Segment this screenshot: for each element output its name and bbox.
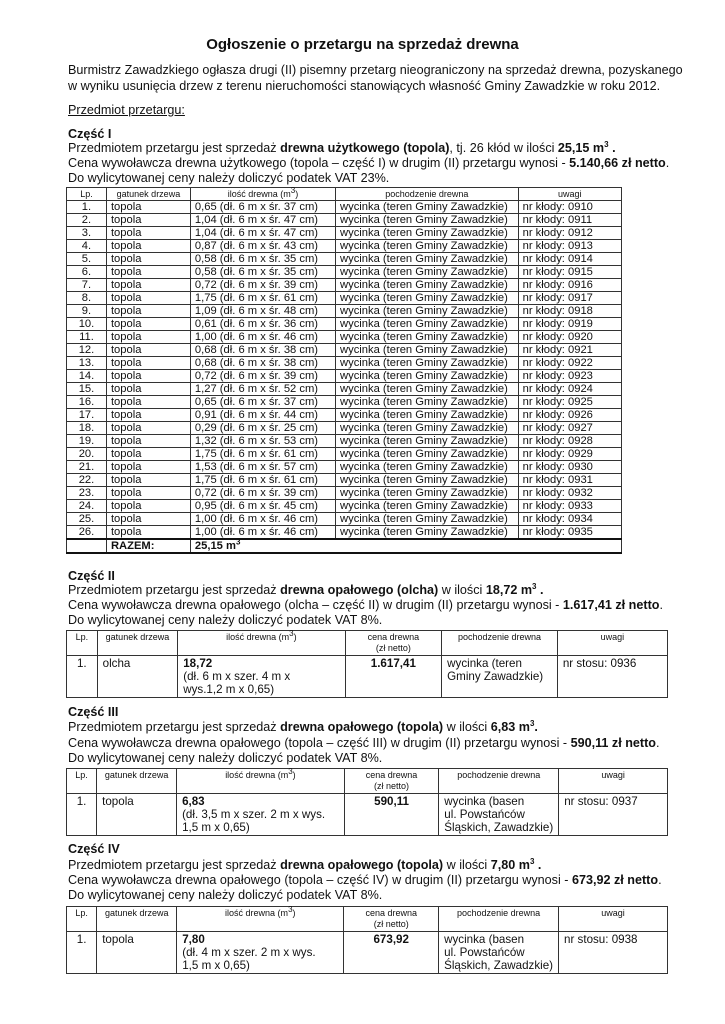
- row-lp: 3.: [67, 227, 107, 240]
- row-species: topola: [106, 201, 190, 214]
- part2-heading: Część II: [68, 569, 115, 583]
- row-price: 590,11: [344, 794, 439, 836]
- table-row: [67, 201, 622, 214]
- row-lp: 7.: [67, 279, 107, 292]
- row-species: topola: [106, 448, 190, 461]
- row-species: topola: [106, 526, 190, 540]
- row-origin: wycinka (teren Gminy Zawadzkie): [442, 656, 558, 698]
- row-lp: 20.: [67, 448, 107, 461]
- part3-heading: Część III: [68, 705, 119, 719]
- row-qty: 0,72 (dł. 6 m x śr. 39 cm): [190, 487, 335, 500]
- row-lp: 8.: [67, 292, 107, 305]
- row-lp: 19.: [67, 435, 107, 448]
- table-row: [67, 240, 622, 253]
- row-origin: wycinka (teren Gminy Zawadzkie): [336, 201, 519, 214]
- table-row: [67, 474, 622, 487]
- row-lp: 1.: [67, 932, 97, 974]
- table-row: [67, 513, 622, 526]
- row-notes: nr kłody: 0934: [518, 513, 621, 526]
- row-notes: nr kłody: 0920: [518, 331, 621, 344]
- row-species: topola: [97, 932, 177, 974]
- table-row: [67, 461, 622, 474]
- row-qty: 1,04 (dł. 6 m x śr. 47 cm): [190, 214, 335, 227]
- row-qty: 18,72 (dł. 6 m x szer. 4 m x wys.1,2 m x 0,65): [178, 656, 345, 698]
- subject-heading: Przedmiot przetargu:: [68, 103, 185, 117]
- row-species: topola: [106, 500, 190, 513]
- row-lp: 26.: [67, 526, 107, 540]
- row-species: topola: [106, 383, 190, 396]
- row-lp: 24.: [67, 500, 107, 513]
- row-qty: 0,68 (dł. 6 m x śr. 38 cm): [190, 357, 335, 370]
- part1-heading: Część I: [68, 127, 112, 141]
- row-qty: 1,75 (dł. 6 m x śr. 61 cm): [190, 292, 335, 305]
- row-lp: 17.: [67, 409, 107, 422]
- row-notes: nr kłody: 0925: [518, 396, 621, 409]
- row-origin: wycinka (basen ul. Powstańców Śląskich, Zawadzkie): [439, 794, 559, 836]
- part2-line2: Cena wywoławcza drewna opałowego (olcha – część II) w drugim (II) przetargu wynosi - 1.617,41 zł netto.: [68, 598, 663, 612]
- header-price: cena drewna (zł netto): [345, 631, 442, 656]
- row-lp: 16.: [67, 396, 107, 409]
- header-origin: pochodzenie drewna: [439, 907, 559, 932]
- row-notes: nr stosu: 0938: [559, 932, 668, 974]
- table-header-row: [67, 631, 668, 656]
- row-qty: 0,58 (dł. 6 m x śr. 35 cm): [190, 266, 335, 279]
- table-row: [67, 656, 668, 698]
- table-row: [67, 526, 622, 540]
- row-notes: nr kłody: 0922: [518, 357, 621, 370]
- row-qty: 1,00 (dł. 6 m x śr. 46 cm): [190, 331, 335, 344]
- part3-table: [66, 768, 668, 836]
- row-notes: nr kłody: 0935: [518, 526, 621, 540]
- part1-line1: Przedmiotem przetargu jest sprzedaż drewna użytkowego (topola), tj. 26 kłód w ilości 25,15 $m^3$ .: [68, 139, 616, 155]
- row-qty: 0,29 (dł. 6 m x śr. 25 cm): [190, 422, 335, 435]
- table-row: [67, 500, 622, 513]
- table-header-row: [67, 188, 622, 201]
- row-species: topola: [106, 318, 190, 331]
- row-qty: 1,27 (dł. 6 m x śr. 52 cm): [190, 383, 335, 396]
- row-qty: 0,72 (dł. 6 m x śr. 39 cm): [190, 279, 335, 292]
- row-notes: nr stosu: 0937: [559, 794, 668, 836]
- header-notes: uwagi: [559, 769, 668, 794]
- row-qty: 1,04 (dł. 6 m x śr. 47 cm): [190, 227, 335, 240]
- header-qty: ilość drewna $(m^3)$: [177, 769, 345, 794]
- part1-line3: Do wylicytowanej ceny należy doliczyć podatek VAT 23%.: [68, 171, 390, 185]
- row-lp: 9.: [67, 305, 107, 318]
- row-qty: 1,09 (dł. 6 m x śr. 48 cm): [190, 305, 335, 318]
- row-notes: nr kłody: 0928: [518, 435, 621, 448]
- part3-line3: Do wylicytowanej ceny należy doliczyć podatek VAT 8%.: [68, 751, 383, 765]
- row-lp: 4.: [67, 240, 107, 253]
- table-row: [67, 318, 622, 331]
- row-lp: 21.: [67, 461, 107, 474]
- row-origin: wycinka (teren Gminy Zawadzkie): [336, 448, 519, 461]
- header-notes: uwagi: [518, 188, 621, 201]
- row-notes: nr kłody: 0931: [518, 474, 621, 487]
- row-species: topola: [106, 305, 190, 318]
- row-notes: nr kłody: 0932: [518, 487, 621, 500]
- row-origin: wycinka (teren Gminy Zawadzkie): [336, 435, 519, 448]
- row-notes: nr kłody: 0918: [518, 305, 621, 318]
- part3-line1: Przedmiotem przetargu jest sprzedaż drewna opałowego (topola) w ilości 6,83 $m^3$.: [68, 718, 538, 734]
- intro-line-2: w wyniku usunięcia drzew z terenu nieruchomości stanowiących własność Gminy Zawadzkie w roku 2012.: [68, 79, 661, 93]
- row-species: topola: [106, 344, 190, 357]
- total-label: RAZEM:: [106, 539, 190, 553]
- row-origin: wycinka (teren Gminy Zawadzkie): [336, 513, 519, 526]
- total-value: 25,15 $m^3$: [190, 539, 621, 553]
- row-origin: wycinka (teren Gminy Zawadzkie): [336, 370, 519, 383]
- row-lp: 1.: [67, 656, 98, 698]
- part4-heading: Część IV: [68, 842, 120, 856]
- row-notes: nr kłody: 0923: [518, 370, 621, 383]
- table-row: [67, 396, 622, 409]
- row-species: topola: [106, 240, 190, 253]
- row-qty: 1,53 (dł. 6 m x śr. 57 cm): [190, 461, 335, 474]
- table-row: [67, 409, 622, 422]
- row-origin: wycinka (teren Gminy Zawadzkie): [336, 305, 519, 318]
- table-row: [67, 253, 622, 266]
- total-row: [67, 539, 622, 553]
- table-row: [67, 370, 622, 383]
- row-species: topola: [106, 279, 190, 292]
- row-qty: 6,83 (dł. 3,5 m x szer. 2 m x wys. 1,5 m x 0,65): [177, 794, 345, 836]
- row-origin: wycinka (teren Gminy Zawadzkie): [336, 526, 519, 540]
- row-origin: wycinka (teren Gminy Zawadzkie): [336, 383, 519, 396]
- header-qty: ilość drewna $(m^3)$: [178, 631, 345, 656]
- part3-line2: Cena wywoławcza drewna opałowego (topola – część III) w drugim (II) przetargu wynosi - 590,11 zł netto.: [68, 736, 660, 750]
- row-lp: 12.: [67, 344, 107, 357]
- row-notes: nr kłody: 0926: [518, 409, 621, 422]
- row-notes: nr stosu: 0936: [557, 656, 667, 698]
- row-qty: 0,65 (dł. 6 m x śr. 37 cm): [190, 396, 335, 409]
- table-row: [67, 292, 622, 305]
- row-price: 673,92: [344, 932, 439, 974]
- table-row: [67, 214, 622, 227]
- row-origin: wycinka (teren Gminy Zawadzkie): [336, 331, 519, 344]
- row-origin: wycinka (teren Gminy Zawadzkie): [336, 409, 519, 422]
- table-row: [67, 422, 622, 435]
- row-origin: wycinka (teren Gminy Zawadzkie): [336, 266, 519, 279]
- row-origin: wycinka (teren Gminy Zawadzkie): [336, 396, 519, 409]
- row-lp: 11.: [67, 331, 107, 344]
- row-lp: 5.: [67, 253, 107, 266]
- row-species: topola: [106, 487, 190, 500]
- part2-table: [66, 630, 668, 698]
- part4-line3: Do wylicytowanej ceny należy doliczyć podatek VAT 8%.: [68, 888, 383, 902]
- row-species: topola: [106, 422, 190, 435]
- row-lp: 1.: [67, 794, 97, 836]
- row-notes: nr kłody: 0929: [518, 448, 621, 461]
- row-qty: 0,58 (dł. 6 m x śr. 35 cm): [190, 253, 335, 266]
- table-row: [67, 305, 622, 318]
- row-notes: nr kłody: 0916: [518, 279, 621, 292]
- row-origin: wycinka (teren Gminy Zawadzkie): [336, 487, 519, 500]
- row-species: topola: [106, 409, 190, 422]
- row-species: olcha: [97, 656, 178, 698]
- table-header-row: [67, 907, 668, 932]
- row-notes: nr kłody: 0915: [518, 266, 621, 279]
- header-price: cena drewna (zł netto): [344, 769, 439, 794]
- row-lp: 23.: [67, 487, 107, 500]
- row-qty: 0,68 (dł. 6 m x śr. 38 cm): [190, 344, 335, 357]
- table-row: [67, 266, 622, 279]
- row-lp: 18.: [67, 422, 107, 435]
- table-row: [67, 932, 668, 974]
- header-lp: Lp.: [67, 907, 97, 932]
- row-species: topola: [97, 794, 177, 836]
- row-species: topola: [106, 435, 190, 448]
- header-qty: ilość drewna $(m^3)$: [177, 907, 344, 932]
- row-lp: 1.: [67, 201, 107, 214]
- row-origin: wycinka (teren Gminy Zawadzkie): [336, 422, 519, 435]
- header-notes: uwagi: [557, 631, 667, 656]
- row-origin: wycinka (teren Gminy Zawadzkie): [336, 279, 519, 292]
- row-lp: 6.: [67, 266, 107, 279]
- row-notes: nr kłody: 0927: [518, 422, 621, 435]
- row-qty: 0,91 (dł. 6 m x śr. 44 cm): [190, 409, 335, 422]
- header-species: gatunek drzewa: [97, 769, 177, 794]
- header-species: gatunek drzewa: [106, 188, 190, 201]
- row-notes: nr kłody: 0914: [518, 253, 621, 266]
- table-row: [67, 357, 622, 370]
- table-header-row: [67, 769, 668, 794]
- row-lp: 13.: [67, 357, 107, 370]
- table-row: [67, 448, 622, 461]
- row-species: topola: [106, 227, 190, 240]
- row-origin: wycinka (teren Gminy Zawadzkie): [336, 474, 519, 487]
- row-origin: wycinka (teren Gminy Zawadzkie): [336, 461, 519, 474]
- header-lp: Lp.: [67, 769, 97, 794]
- row-qty: 1,32 (dł. 6 m x śr. 53 cm): [190, 435, 335, 448]
- table-row: [67, 487, 622, 500]
- table-row: [67, 435, 622, 448]
- row-price: 1.617,41: [345, 656, 442, 698]
- row-notes: nr kłody: 0921: [518, 344, 621, 357]
- row-origin: wycinka (teren Gminy Zawadzkie): [336, 292, 519, 305]
- row-species: topola: [106, 331, 190, 344]
- header-origin: pochodzenie drewna: [336, 188, 519, 201]
- row-lp: 14.: [67, 370, 107, 383]
- row-lp: 22.: [67, 474, 107, 487]
- row-origin: wycinka (teren Gminy Zawadzkie): [336, 357, 519, 370]
- header-species: gatunek drzewa: [97, 907, 177, 932]
- table-row: [67, 279, 622, 292]
- table-row: [67, 227, 622, 240]
- part1-line2: Cena wywoławcza drewna użytkowego (topola – część I) w drugim (II) przetargu wynosi - 5.140,66 zł netto.: [68, 156, 670, 170]
- row-lp: 10.: [67, 318, 107, 331]
- part4-line2: Cena wywoławcza drewna opałowego (topola – część IV) w drugim (II) przetargu wynosi - 673,92 zł netto.: [68, 873, 662, 887]
- intro-line-1: Burmistrz Zawadzkiego ogłasza drugi (II) pisemny przetarg nieograniczony na sprzedaż drewna, pozyskanego: [68, 63, 683, 77]
- part2-line3: Do wylicytowanej ceny należy doliczyć podatek VAT 8%.: [68, 613, 383, 627]
- row-lp: 15.: [67, 383, 107, 396]
- row-qty: 1,75 (dł. 6 m x śr. 61 cm): [190, 448, 335, 461]
- row-qty: 7,80 (dł. 4 m x szer. 2 m x wys. 1,5 m x 0,65): [177, 932, 344, 974]
- header-lp: Lp.: [67, 188, 107, 201]
- header-species: gatunek drzewa: [97, 631, 178, 656]
- table-row: [67, 383, 622, 396]
- row-lp: 2.: [67, 214, 107, 227]
- header-origin: pochodzenie drewna: [439, 769, 559, 794]
- table-row: [67, 331, 622, 344]
- header-price: cena drewna (zł netto): [344, 907, 439, 932]
- row-qty: 1,00 (dł. 6 m x śr. 46 cm): [190, 526, 335, 540]
- page-title: Ogłoszenie o przetargu na sprzedaż drewna: [206, 36, 519, 53]
- header-lp: Lp.: [67, 631, 98, 656]
- row-notes: nr kłody: 0911: [518, 214, 621, 227]
- row-qty: 0,61 (dł. 6 m x śr. 36 cm): [190, 318, 335, 331]
- row-origin: wycinka (teren Gminy Zawadzkie): [336, 227, 519, 240]
- row-notes: nr kłody: 0913: [518, 240, 621, 253]
- row-origin: wycinka (teren Gminy Zawadzkie): [336, 344, 519, 357]
- header-origin: pochodzenie drewna: [442, 631, 558, 656]
- row-species: topola: [106, 513, 190, 526]
- row-species: topola: [106, 253, 190, 266]
- row-species: topola: [106, 266, 190, 279]
- row-species: topola: [106, 292, 190, 305]
- row-notes: nr kłody: 0919: [518, 318, 621, 331]
- row-notes: nr kłody: 0917: [518, 292, 621, 305]
- row-origin: wycinka (teren Gminy Zawadzkie): [336, 253, 519, 266]
- row-notes: nr kłody: 0930: [518, 461, 621, 474]
- row-notes: nr kłody: 0924: [518, 383, 621, 396]
- row-lp: 25.: [67, 513, 107, 526]
- row-origin: wycinka (teren Gminy Zawadzkie): [336, 240, 519, 253]
- row-notes: nr kłody: 0910: [518, 201, 621, 214]
- row-species: topola: [106, 474, 190, 487]
- row-origin: wycinka (teren Gminy Zawadzkie): [336, 318, 519, 331]
- table-row: [67, 344, 622, 357]
- row-species: topola: [106, 370, 190, 383]
- row-species: topola: [106, 214, 190, 227]
- row-notes: nr kłody: 0912: [518, 227, 621, 240]
- header-qty: ilość drewna $(m^3)$: [190, 188, 335, 201]
- row-qty: 1,00 (dł. 6 m x śr. 46 cm): [190, 513, 335, 526]
- row-species: topola: [106, 357, 190, 370]
- row-species: topola: [106, 461, 190, 474]
- part2-line1: Przedmiotem przetargu jest sprzedaż drewna opałowego (olcha) w ilości 18,72 $m^3$ .: [68, 581, 544, 597]
- row-species: topola: [106, 396, 190, 409]
- part4-line1: Przedmiotem przetargu jest sprzedaż drewna opałowego (topola) w ilości 7,80 $m^3$ .: [68, 856, 542, 872]
- table-row: [67, 794, 668, 836]
- row-notes: nr kłody: 0933: [518, 500, 621, 513]
- header-notes: uwagi: [559, 907, 668, 932]
- row-qty: 0,95 (dł. 6 m x śr. 45 cm): [190, 500, 335, 513]
- row-qty: 0,87 (dł. 6 m x śr. 43 cm): [190, 240, 335, 253]
- row-origin: wycinka (teren Gminy Zawadzkie): [336, 500, 519, 513]
- row-qty: 0,65 (dł. 6 m x śr. 37 cm): [190, 201, 335, 214]
- row-origin: wycinka (teren Gminy Zawadzkie): [336, 214, 519, 227]
- row-qty: 1,75 (dł. 6 m x śr. 61 cm): [190, 474, 335, 487]
- part4-table: [66, 906, 668, 974]
- row-origin: wycinka (basen ul. Powstańców Śląskich, Zawadzkie): [439, 932, 559, 974]
- part1-table: [66, 187, 622, 554]
- row-qty: 0,72 (dł. 6 m x śr. 39 cm): [190, 370, 335, 383]
